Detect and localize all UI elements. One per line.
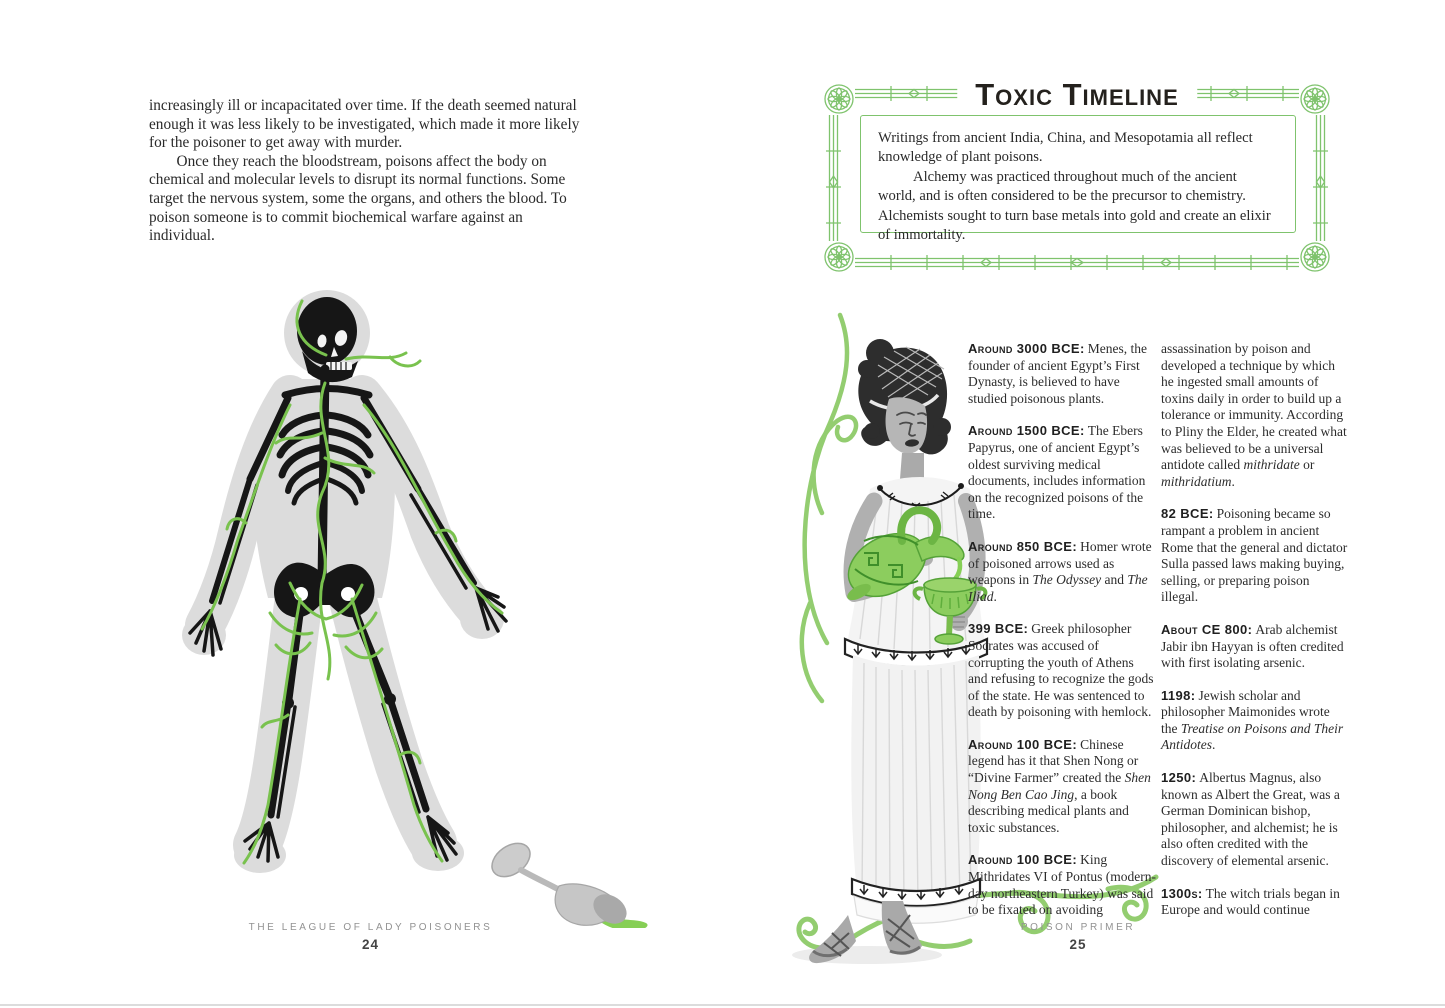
timeline-entry: [968, 737, 1156, 837]
section-title-footer: POISON PRIMER: [1020, 922, 1136, 933]
timeline-entry: [1161, 622, 1349, 672]
timeline-entry-text: assassination by poison and developed a technique by which he ingested small amounts of toxins daily in order to build up a tolerance or immunity. According to Pliny the Elder, he created what was believed to be a universal antidote called mithridate or mithridatium.: [1161, 341, 1347, 489]
timeline-entry-label: 82 BCE:: [1161, 506, 1214, 522]
book-title-footer: THE LEAGUE OF LADY POISONERS: [248, 922, 493, 933]
timeline-entry-text: The Ebers Papyrus, one of ancient Egypt’s oldest surviving medical documents, includes information on the recognized poisons of the time.: [968, 423, 1146, 522]
timeline-entry-label: 1250:: [1161, 770, 1197, 786]
left-page-body-text: [149, 97, 592, 246]
intro-paragraph: Alchemy was practiced throughout much of the ancient world, and is often considered to be the precursor to chemistry. Alchemists sought to turn base metals into gold and create an elixir of immortality.: [878, 168, 1271, 244]
timeline-entry: [1161, 770, 1349, 870]
book-footer-left: [149, 922, 592, 952]
timeline-entry-label: About CE 800:: [1161, 621, 1253, 637]
timeline-entry-label: Around 3000 BCE:: [968, 341, 1085, 356]
spilled-goblet-illustration: [483, 828, 653, 928]
timeline-entry-text: Poisoning became so rampant a problem in ancient Rome that the general and dictator Sulla passed laws making buying, selling, or preparing poison illegal.: [1161, 506, 1348, 605]
timeline-intro-box: [860, 115, 1296, 244]
timeline-entry-text: Arab alchemist Jabir ibn Hayyan is often credited with first isolating arsenic.: [1161, 621, 1344, 671]
timeline-entry: [968, 341, 1156, 407]
timeline-entry-text: Albertus Magnus, also known as Albert the Great, was a German Dominican bishop, philosopher, and alchemist; he is also often credited with the discovery of elemental arsenic.: [1161, 770, 1340, 869]
timeline-entry-label: Around 850 BCE:: [968, 538, 1078, 554]
timeline-entry: [968, 852, 1156, 918]
timeline-column-right: [1161, 341, 1349, 935]
book-footer-right: [968, 922, 1188, 952]
timeline-entry: [968, 621, 1156, 721]
timeline-header-block: [821, 77, 1333, 275]
timeline-entry-text: Jewish scholar and philosopher Maimonides wrote the Treatise on Poisons and Their Antidotes.: [1161, 687, 1344, 753]
page-edge: [0, 1004, 1445, 1006]
intro-paragraph: Writings from ancient India, China, and Mesopotamia all reflect knowledge of plant poisons.: [878, 130, 1253, 166]
timeline-entry-text: The witch trials began in Europe and would continue: [1161, 885, 1340, 918]
timeline-entry-label: 1300s:: [1161, 885, 1203, 901]
timeline-entry-text: Chinese legend has it that Shen Nong or “Divine Farmer” created the Shen Nong Ben Cao Jing, a book describing medical plants and toxic substances.: [968, 736, 1151, 835]
timeline-entry-label: Around 1500 BCE:: [968, 423, 1085, 439]
timeline-entry: [968, 539, 1156, 605]
timeline-entry-label: Around 100 BCE:: [968, 736, 1078, 752]
timeline-column-left: [968, 341, 1156, 935]
timeline-entry: [1161, 341, 1349, 490]
timeline-entry-text: Homer wrote of poisoned arrows used as weapons in The Odyssey and The Iliad.: [968, 538, 1152, 604]
timeline-title: Toxic Timeline: [957, 77, 1197, 113]
timeline-entry-label: 1198:: [1161, 687, 1196, 703]
page-number: 25: [1069, 937, 1087, 952]
timeline-entry-text: Menes, the founder of ancient Egypt’s First Dynasty, is believed to have studied poisonous plants.: [968, 341, 1147, 406]
timeline-entry: [1161, 688, 1349, 754]
timeline-entry-label: Around 100 BCE:: [968, 852, 1078, 868]
timeline-entry-label: 399 BCE:: [968, 621, 1029, 637]
timeline-entry: [1161, 506, 1349, 606]
timeline-entry-text: Greek philosopher Socrates was accused of corrupting the youth of Athens and refusing to recognize the gods of the state. He was sentenced to death by poisoning with hemlock.: [968, 621, 1154, 720]
page-number: 24: [361, 937, 380, 952]
timeline-entry: [1161, 886, 1349, 919]
timeline-entry: [968, 423, 1156, 523]
timeline-entry-text: King Mithridates VI of Pontus (modern-day northeastern Turkey) was said to be fixated on avoiding: [968, 852, 1156, 918]
paragraph: Once they reach the bloodstream, poisons affect the body on chemical and molecular levels to disrupt its normal functions. Some target the nervous system, some the organs, and others the blood. To poison someone is to commit biochemical warfare against an individual.: [149, 152, 567, 245]
paragraph: increasingly ill or incapacitated over time. If the death seemed natural enough it was less likely to be investigated, which made it more likely for the poisoner to get away with murder.: [149, 97, 580, 152]
